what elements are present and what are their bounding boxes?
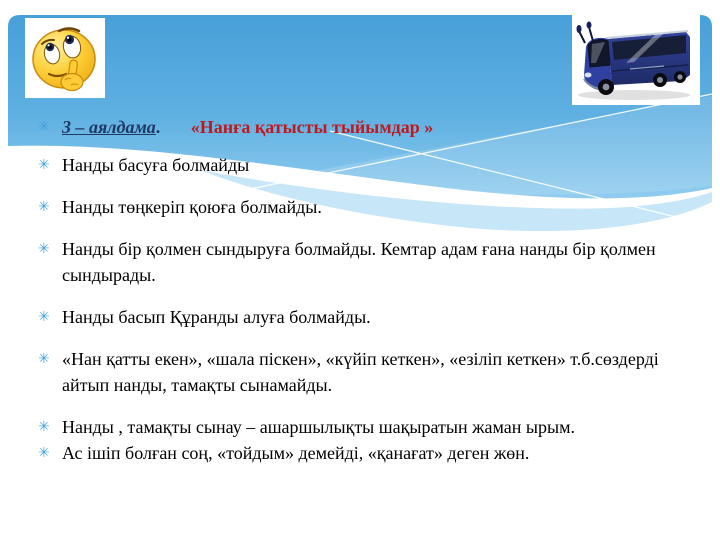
stop-punctuation: . (155, 117, 161, 137)
bus-icon (572, 13, 700, 105)
slide-title (62, 114, 433, 140)
slide-heading: «Нанға қатысты тыйымдар » (190, 117, 434, 137)
title-row (38, 114, 670, 140)
bullet-text: Нанды басуға болмайды (62, 155, 250, 175)
list-item (38, 346, 670, 398)
thinking-emoji-icon (25, 18, 105, 98)
bullet-list (38, 114, 670, 466)
list-item (38, 236, 670, 288)
bullet-asterisk-icon: ✳ (38, 119, 50, 135)
bullet-text: Нанды төңкеріп қоюға болмайды. (62, 197, 322, 217)
bullet-text: Нанды , тамақты сынау – ашаршылықты шақыратын жаман ырым. (62, 417, 575, 437)
list-item (38, 440, 670, 466)
bus-image (572, 13, 700, 105)
thinking-emoji-image (25, 18, 105, 98)
list-item (38, 194, 670, 220)
bullet-asterisk-icon: ✳ (38, 157, 50, 173)
bullet-asterisk-icon: ✳ (38, 419, 50, 435)
stop-label: 3 – аялдама (62, 117, 156, 137)
bullet-asterisk-icon: ✳ (38, 241, 50, 257)
bullet-asterisk-icon: ✳ (38, 199, 50, 215)
bullet-asterisk-icon: ✳ (38, 351, 50, 367)
bullet-text: Нанды бір қолмен сындыруға болмайды. Кемтар адам ғана нанды бір қолмен сындырады. (62, 239, 656, 285)
bullet-asterisk-icon: ✳ (38, 445, 50, 461)
list-item (38, 304, 670, 330)
bullet-text: Нанды басып Құранды алуға болмайды. (62, 307, 371, 327)
bullet-text: Ас ішіп болған соң, «тойдым» демейді, «қанағат» деген жөн. (62, 443, 530, 463)
bullet-asterisk-icon: ✳ (38, 309, 50, 325)
bullet-text: «Нан қатты екен», «шала піскен», «күйіп кеткен», «езіліп кеткен» т.б.сөздерді айтып нанды, тамақты сынамайды. (62, 349, 659, 395)
list-item (38, 414, 670, 440)
list-item (38, 152, 670, 178)
